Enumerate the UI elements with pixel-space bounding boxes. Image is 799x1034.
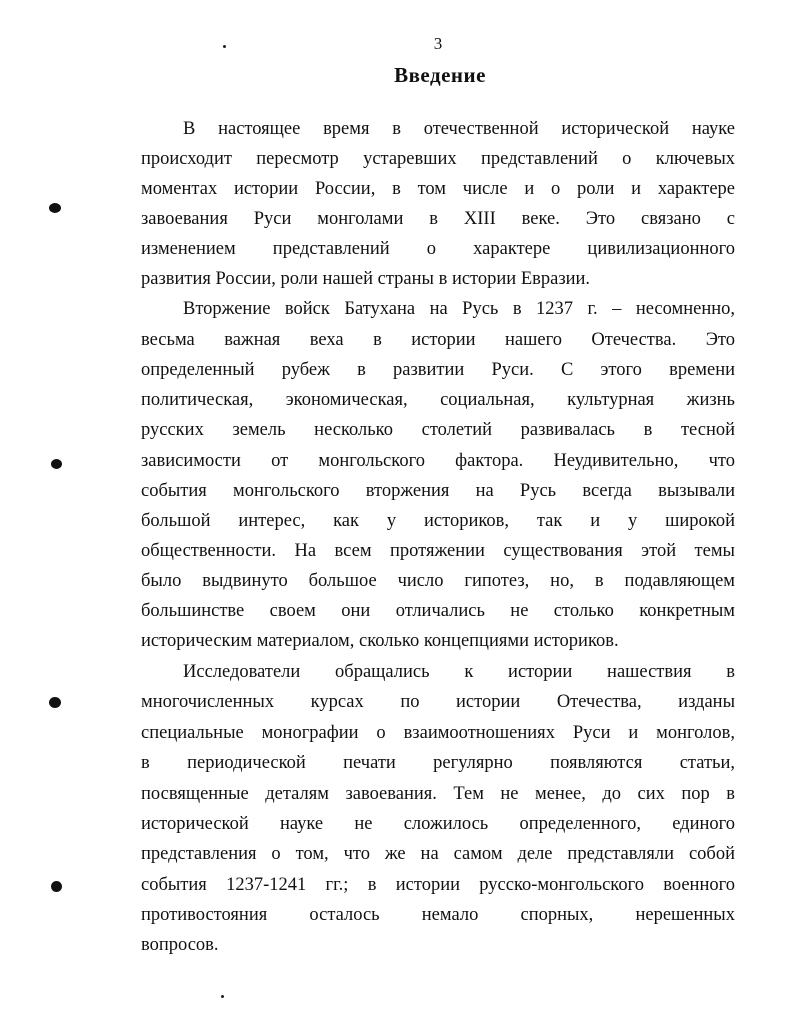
scan-speck	[221, 995, 224, 998]
text-line: в периодической печати регулярно появляются статьи,	[141, 753, 735, 773]
text-line: большинстве своем они отличались не столько конкретным	[141, 601, 735, 621]
text-line: происходит пересмотр устаревших представлений о ключевых	[141, 149, 735, 169]
text-line: было выдвинуто большое число гипотез, но, в подавляющем	[141, 571, 735, 591]
text-line: Вторжение войск Батуханa на Русь в 1237 г. – несомненно,	[183, 299, 735, 319]
text-line: вопросов.	[141, 935, 219, 955]
text-line: противостояния осталось немало спорных, нерешенных	[141, 905, 735, 925]
text-line: общественности. На всем протяжении существования этой темы	[141, 541, 735, 561]
punch-hole-mark	[51, 881, 62, 892]
text-line: историческим материалом, сколько концепциями историков.	[141, 631, 619, 651]
text-line: моментах истории России, в том числе и о роли и характере	[141, 179, 735, 199]
text-line: представления о том, что же на самом деле представляли собой	[141, 844, 735, 864]
text-line: В настоящее время в отечественной исторической науке	[183, 119, 735, 139]
text-line: специальные монографии о взаимоотношениях Руси и монголов,	[141, 723, 735, 743]
text-line: посвященные деталям завоевания. Тем не менее, до сих пор в	[141, 784, 735, 804]
text-line: изменением представлений о характере цивилизационного	[141, 239, 735, 259]
text-line: многочисленных курсах по истории Отечества, изданы	[141, 692, 735, 712]
text-line: политическая, экономическая, социальная, культурная жизнь	[141, 390, 735, 410]
punch-hole-mark	[51, 459, 62, 469]
text-line: зависимости от монгольского фактора. Неудивительно, что	[141, 451, 735, 471]
text-line: события 1237-1241 гг.; в истории русско-монгольского военного	[141, 875, 735, 895]
scan-speck	[223, 45, 226, 48]
text-line: определенный рубеж в развитии Руси. С этого времени	[141, 360, 735, 380]
page-title: Введение	[394, 63, 486, 87]
text-line: Исследователи обращались к истории нашествия в	[183, 662, 735, 682]
punch-hole-mark	[49, 203, 61, 213]
text-line: весьма важная веха в истории нашего Отечества. Это	[141, 330, 735, 350]
text-line: события монгольского вторжения на Русь всегда вызывали	[141, 481, 735, 501]
text-line: русских земель несколько столетий развивалась в тесной	[141, 420, 735, 440]
text-line: исторической науке не сложилось определенного, единого	[141, 814, 735, 834]
text-line: завоевания Руси монголами в XIII веке. Это связано с	[141, 209, 735, 229]
text-line: развития России, роли нашей страны в истории Евразии.	[141, 269, 591, 289]
text-line: большой интерес, как у историков, так и у широкой	[141, 511, 735, 531]
punch-hole-mark	[49, 697, 61, 708]
page-number: 3	[433, 34, 443, 53]
